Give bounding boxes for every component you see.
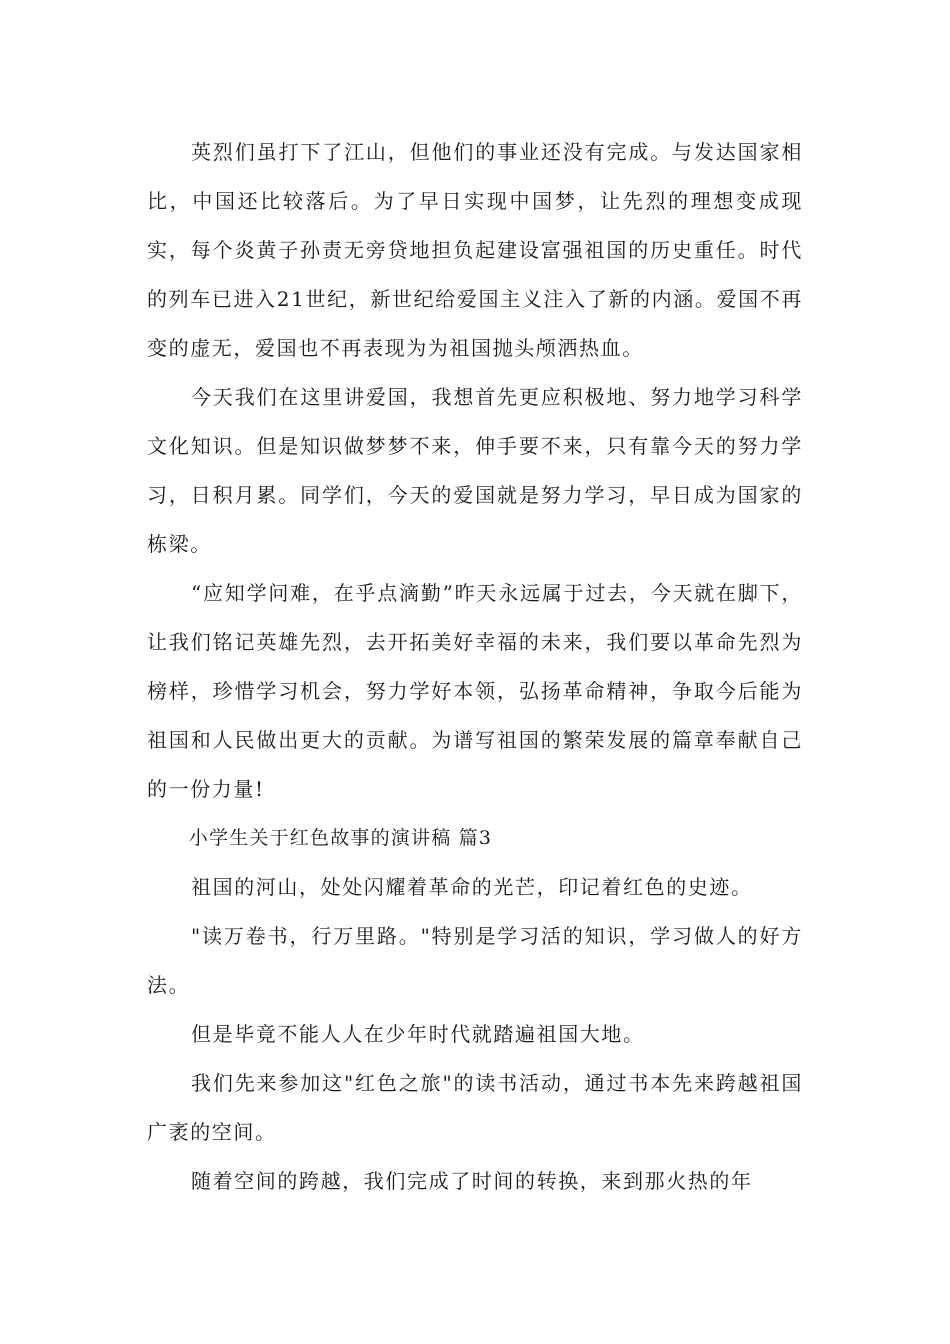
paragraph: "读万卷书，行万里路。"特别是学习活的知识，学习做人的好方法。: [147, 924, 803, 997]
paragraph: 我们先来参加这"红色之旅"的读书活动，通过书本先来跨越祖国广袤的空间。: [147, 1071, 803, 1144]
paragraph: 但是毕竟不能人人在少年时代就踏遍祖国大地。: [191, 1022, 645, 1046]
paragraph: 随着空间的跨越，我们完成了时间的转换，来到那火热的年: [191, 1169, 753, 1193]
paragraph: 祖国的河山，处处闪耀着革命的光芒，印记着红色的史迹。: [191, 875, 753, 899]
paragraph: “应知学问难，在乎点滴勤”昨天永远属于过去，今天就在脚下，让我们铭记英雄先烈，去开拓美好幸福的未来，我们要以革命先烈为榜样，珍惜学习机会，努力学好本领，弘扬革命精神，争取今后能为祖国和人民做出更大的贡献。为谱写祖国的繁荣发展的篇章奉献自己的一份力量!: [147, 581, 803, 801]
paragraph: 今天我们在这里讲爱国，我想首先更应积极地、努力地学习科学文化知识。但是知识做梦梦不来，伸手要不来，只有靠今天的努力学习，日积月累。同学们，今天的爱国就是努力学习，早日成为国家的栋梁。: [147, 385, 803, 556]
document-body: [147, 128, 803, 1206]
section-title: 小学生关于红色故事的演讲稿 篇3: [188, 827, 493, 849]
paragraph: 英烈们虽打下了江山，但他们的事业还没有完成。与发达国家相比，中国还比较落后。为了早日实现中国梦，让先烈的理想变成现实，每个炎黄子孙责无旁贷地担负起建设富强祖国的历史重任。时代的列车已进入21世纪，新世纪给爱国主义注入了新的内涵。爱国不再变的虚无，爱国也不再表现为为祖国抛头颅洒热血。: [147, 140, 803, 360]
